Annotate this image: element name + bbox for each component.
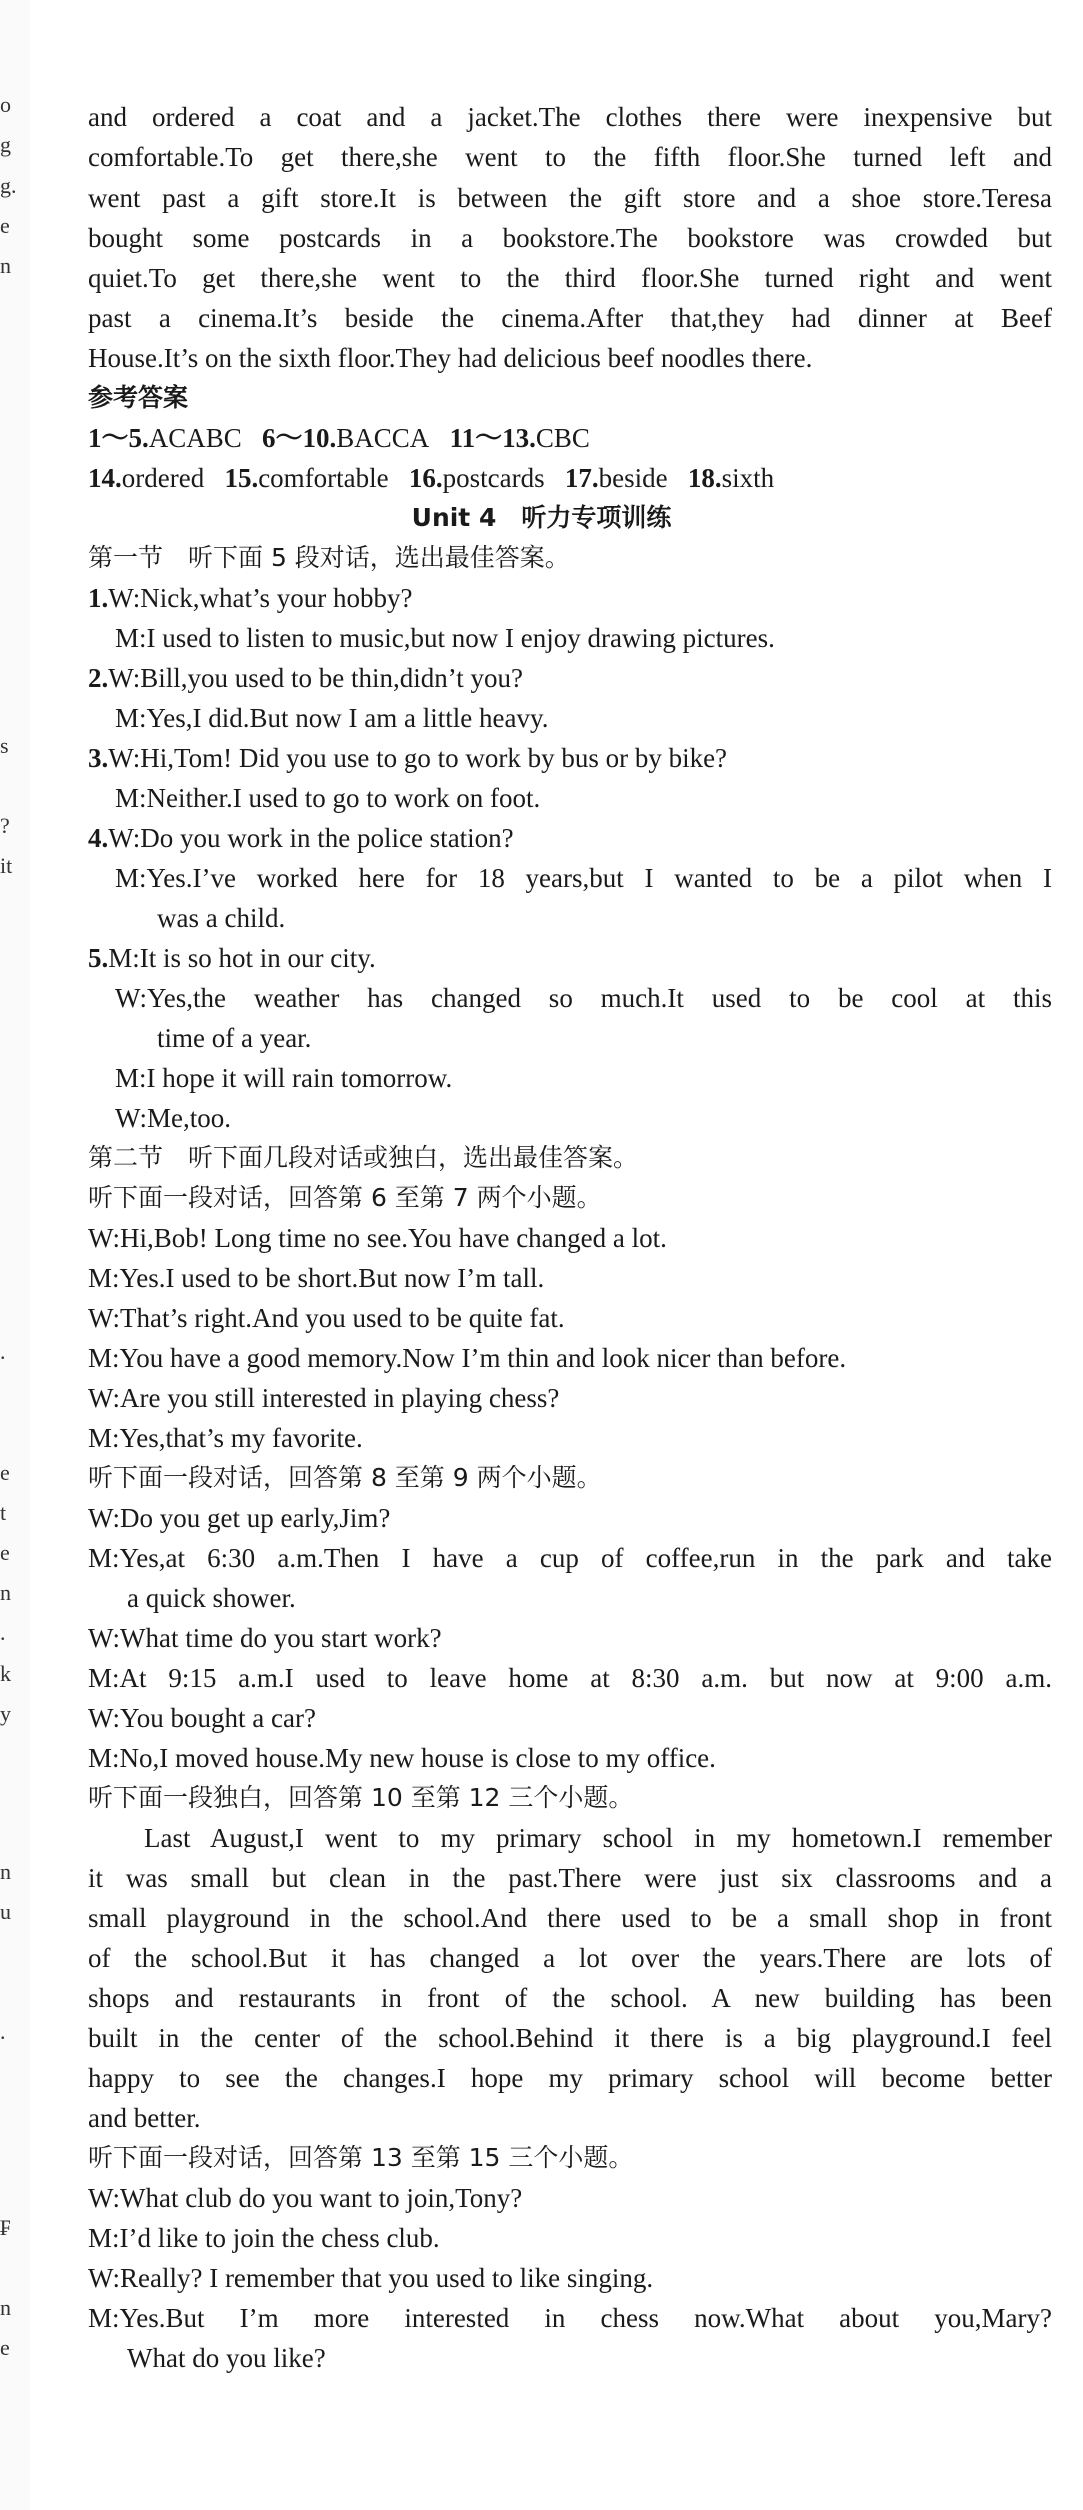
answer-row	[88, 461, 774, 495]
margin-fragment: e	[0, 2335, 10, 2360]
section-heading: 第二节 听下面几段对话或独白，选出最佳答案。	[88, 1143, 639, 1172]
margin-fragment: e	[0, 1540, 10, 1565]
dialogue-line: W:Really? I remember that you used to like singing.	[88, 2263, 654, 2293]
answer-number: 11～13.	[449, 423, 536, 453]
dialogue-line: M:You have a good memory.Now I’m thin and look nicer than before.	[88, 1343, 847, 1373]
dialogue-line: M:I’d like to join the chess club.	[88, 2223, 440, 2253]
dialogue-line: W:Are you still interested in playing chess?	[88, 1383, 560, 1413]
passage-line: House.It’s on the sixth floor.They had delicious beef noodles there.	[88, 343, 813, 373]
part-intro: 听下面一段对话，回答第 6 至第 7 两个小题。	[88, 1183, 602, 1212]
part-intro: 听下面一段独白，回答第 10 至第 12 三个小题。	[88, 1783, 634, 1812]
passage-line: comfortable.To get there,she went to the fifth floor.She turned left and	[88, 142, 1052, 172]
answer-value: ordered	[121, 463, 205, 493]
monologue-line: it was small but clean in the past.There were just six classrooms and a	[88, 1863, 1052, 1893]
answer-number: 1～5.	[88, 423, 149, 453]
dialogue-line: a quick shower.	[127, 1583, 296, 1613]
question-line	[88, 941, 376, 975]
answer-row	[88, 421, 590, 455]
answer-value: comfortable	[258, 463, 389, 493]
dialogue-text: W:Nick,what’s your hobby?	[108, 583, 413, 613]
margin-fragment: n	[0, 253, 11, 278]
part-intro: 听下面一段对话，回答第 8 至第 9 两个小题。	[88, 1463, 602, 1492]
dialogue-text: W:Do you work in the police station?	[108, 823, 514, 853]
dialogue-line: W:You bought a car?	[88, 1703, 316, 1733]
margin-fragment: n	[0, 1580, 11, 1605]
question-number: 3.	[88, 743, 109, 773]
margin-fragment: k	[0, 1661, 11, 1686]
answer-heading: 参考答案	[88, 383, 189, 412]
answer-value: sixth	[721, 463, 775, 493]
margin-fragment: s	[0, 733, 9, 758]
monologue-line: small playground in the school.And there used to be a small shop in front	[88, 1903, 1052, 1933]
answer-number: 18.	[687, 463, 722, 493]
dialogue-line: M:I used to listen to music,but now I enjoy drawing pictures.	[115, 623, 775, 653]
margin-fragment: g.	[0, 173, 17, 198]
answer-number: 15.	[224, 463, 259, 493]
question-line	[88, 661, 523, 695]
dialogue-line: W:Yes,the weather has changed so much.It used to be cool at this	[115, 983, 1052, 1013]
dialogue-line: M:Yes.I used to be short.But now I’m tall.	[88, 1263, 545, 1293]
margin-fragment: ?	[0, 813, 10, 838]
passage-line: bought some postcards in a bookstore.The bookstore was crowded but	[88, 223, 1052, 253]
dialogue-line: M:I hope it will rain tomorrow.	[115, 1063, 453, 1093]
passage-line: past a cinema.It’s beside the cinema.After that,they had dinner at Beef	[88, 303, 1052, 333]
dialogue-line: W:Do you get up early,Jim?	[88, 1503, 391, 1533]
dialogue-text: W:Hi,Tom! Did you use to go to work by bus or by bike?	[108, 743, 728, 773]
answer-value: postcards	[442, 463, 545, 493]
question-number: 2.	[88, 663, 109, 693]
dialogue-line: W:What time do you start work?	[88, 1623, 442, 1653]
question-number: 4.	[88, 823, 109, 853]
dialogue-line: W:What club do you want to join,Tony?	[88, 2183, 523, 2213]
answer-number: 14.	[88, 463, 122, 493]
margin-fragment: .	[0, 1620, 6, 1645]
margin-fragment: it	[0, 853, 13, 878]
dialogue-line: What do you like?	[127, 2343, 326, 2373]
passage-line: and ordered a coat and a jacket.The clothes there were inexpensive but	[88, 102, 1052, 132]
dialogue-line: M:No,I moved house.My new house is close to my office.	[88, 1743, 716, 1773]
answer-value: beside	[598, 463, 668, 493]
monologue-line: Last August,I went to my primary school in my hometown.I remember	[144, 1823, 1052, 1853]
question-number: 1.	[88, 583, 109, 613]
monologue-line: and better.	[88, 2103, 201, 2133]
answer-number: 16.	[408, 463, 443, 493]
margin-fragment: .	[0, 2019, 6, 2044]
dialogue-line: was a child.	[157, 903, 286, 933]
monologue-line: built in the center of the school.Behind it there is a big playground.I feel	[88, 2023, 1052, 2053]
dialogue-line: M:At 9:15 a.m.I used to leave home at 8:30 a.m. but now at 9:00 a.m.	[88, 1663, 1052, 1693]
margin-fragment: .	[0, 1339, 6, 1364]
dialogue-line: M:Yes.I’ve worked here for 18 years,but I wanted to be a pilot when I	[115, 863, 1052, 893]
margin-fragment: ₣	[0, 2215, 11, 2240]
question-number: 5.	[88, 943, 109, 973]
answer-number: 17.	[564, 463, 599, 493]
dialogue-text: W:Bill,you used to be thin,didn’t you?	[108, 663, 523, 693]
margin-fragment: y	[0, 1701, 11, 1726]
answer-value: CBC	[535, 423, 590, 453]
question-line	[88, 581, 412, 615]
margin-fragment: u	[0, 1899, 11, 1924]
dialogue-line: W:Hi,Bob! Long time no see.You have changed a lot.	[88, 1223, 667, 1253]
margin-fragment: o	[0, 92, 11, 117]
margin-fragment: n	[0, 1859, 11, 1884]
question-line	[88, 741, 727, 775]
dialogue-line: M:Yes,that’s my favorite.	[88, 1423, 363, 1453]
question-line	[88, 821, 514, 855]
dialogue-text: M:It is so hot in our city.	[108, 943, 376, 973]
dialogue-line: M:Yes.But I’m more interested in chess now.What about you,Mary?	[88, 2303, 1052, 2333]
dialogue-line: M:Yes,at 6:30 a.m.Then I have a cup of coffee,run in the park and take	[88, 1543, 1052, 1573]
left-margin-cropped-column	[0, 0, 30, 2510]
margin-fragment: t	[0, 1500, 7, 1525]
dialogue-line: W:Me,too.	[115, 1103, 231, 1133]
monologue-line: of the school.But it has changed a lot over the years.There are lots of	[88, 1943, 1052, 1973]
passage-line: went past a gift store.It is between the gift store and a shoe store.Teresa	[88, 183, 1052, 213]
passage-line: quiet.To get there,she went to the third floor.She turned right and went	[88, 263, 1052, 293]
unit-title: Unit 4 听力专项训练	[411, 503, 672, 532]
dialogue-line: M:Yes,I did.But now I am a little heavy.	[115, 703, 549, 733]
answer-number: 6～10.	[262, 423, 337, 453]
margin-fragment: e	[0, 213, 10, 238]
dialogue-line: time of a year.	[157, 1023, 312, 1053]
monologue-line: shops and restaurants in front of the school. A new building has been	[88, 1983, 1052, 2013]
answer-value: BACCA	[336, 423, 430, 453]
margin-fragment: g	[0, 132, 11, 157]
margin-fragment: e	[0, 1460, 10, 1485]
dialogue-line: M:Neither.I used to go to work on foot.	[115, 783, 541, 813]
margin-fragment: n	[0, 2295, 11, 2320]
monologue-line: happy to see the changes.I hope my primary school will become better	[88, 2063, 1052, 2093]
answer-value: ACABC	[148, 423, 242, 453]
dialogue-line: W:That’s right.And you used to be quite fat.	[88, 1303, 565, 1333]
section-heading: 第一节 听下面 5 段对话，选出最佳答案。	[88, 543, 570, 572]
part-intro: 听下面一段对话，回答第 13 至第 15 三个小题。	[88, 2143, 634, 2172]
